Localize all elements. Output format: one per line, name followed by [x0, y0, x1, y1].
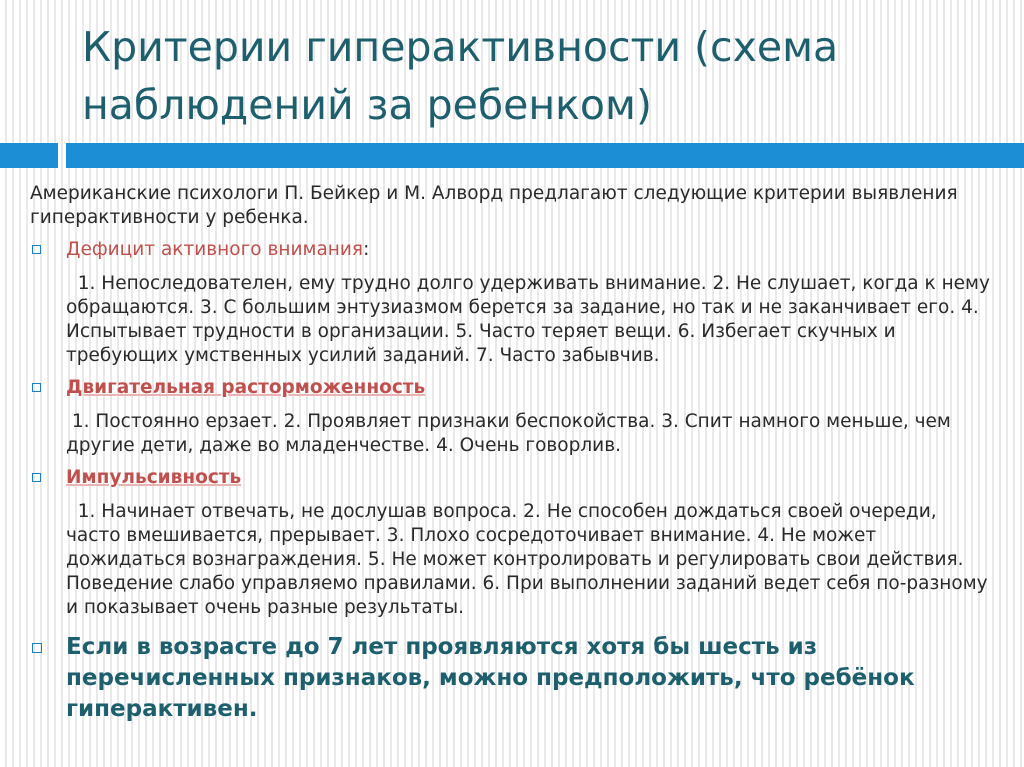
intro-text: Американские психологи П. Бейкер и М. Алворд предлагают следующие критерии выявления гиперактивности у ребенка. — [30, 183, 958, 228]
section-text-attention: 1. Непоследователен, ему трудно долго удерживать внимание. 2. Не слушает, когда к нему обращаются. 3. С большим энтузиазмом берется за задание, но так и не заканчивает его. 4. Испытывает трудности в организации. 5. Часто теряет вещи. 6. Избегает скучных и требующих умственных усилий заданий. 7. Часто забывчив. — [66, 273, 996, 366]
conclusion-text: Если в возрасте до 7 лет проявляются хотя бы шесть из перечисленных признаков, можно предположить, что ребёнок гиперактивен. — [66, 634, 915, 722]
section-heading-text: Двигательная расторможенность — [66, 377, 426, 398]
hollow-square-bullet-icon — [32, 383, 41, 392]
section-heading-text: Дефицит активного внимания — [66, 239, 364, 260]
section-text-motor: 1. Постоянно ерзает. 2. Проявляет признаки беспокойства. 3. Спит намного меньше, чем другие дети, даже во младенчестве. 4. Очень говорлив. — [66, 411, 957, 456]
section-heading-motor — [30, 376, 996, 400]
title-accent-bar — [66, 143, 1024, 168]
title-accent-bar-left — [0, 143, 58, 168]
hollow-square-bullet-icon — [32, 643, 42, 653]
slide-body — [30, 182, 996, 725]
section-heading-colon: : — [363, 239, 370, 260]
slide-title: Критерии гиперактивности (схема наблюдений за ребенком) — [82, 23, 839, 129]
section-heading-text: Импульсивность — [66, 467, 242, 488]
section-text-impulsivity: 1. Начинает отвечать, не дослушав вопроса. 2. Не способен дождаться своей очереди, часто вмешивается, прерывает. 3. Плохо сосредоточивает внимание. 4. Не может дожидаться вознаграждения. 5. Не может контролировать и регулировать свои действия. Поведение слабо управляемо правилами. 6. При выполнении заданий ведет себя по-разному и показывает очень разные результаты. — [66, 501, 994, 618]
section-heading-impulsivity — [30, 466, 996, 490]
conclusion — [30, 632, 996, 725]
hollow-square-bullet-icon — [32, 473, 41, 482]
hollow-square-bullet-icon — [32, 245, 41, 254]
section-heading-attention — [30, 238, 996, 262]
